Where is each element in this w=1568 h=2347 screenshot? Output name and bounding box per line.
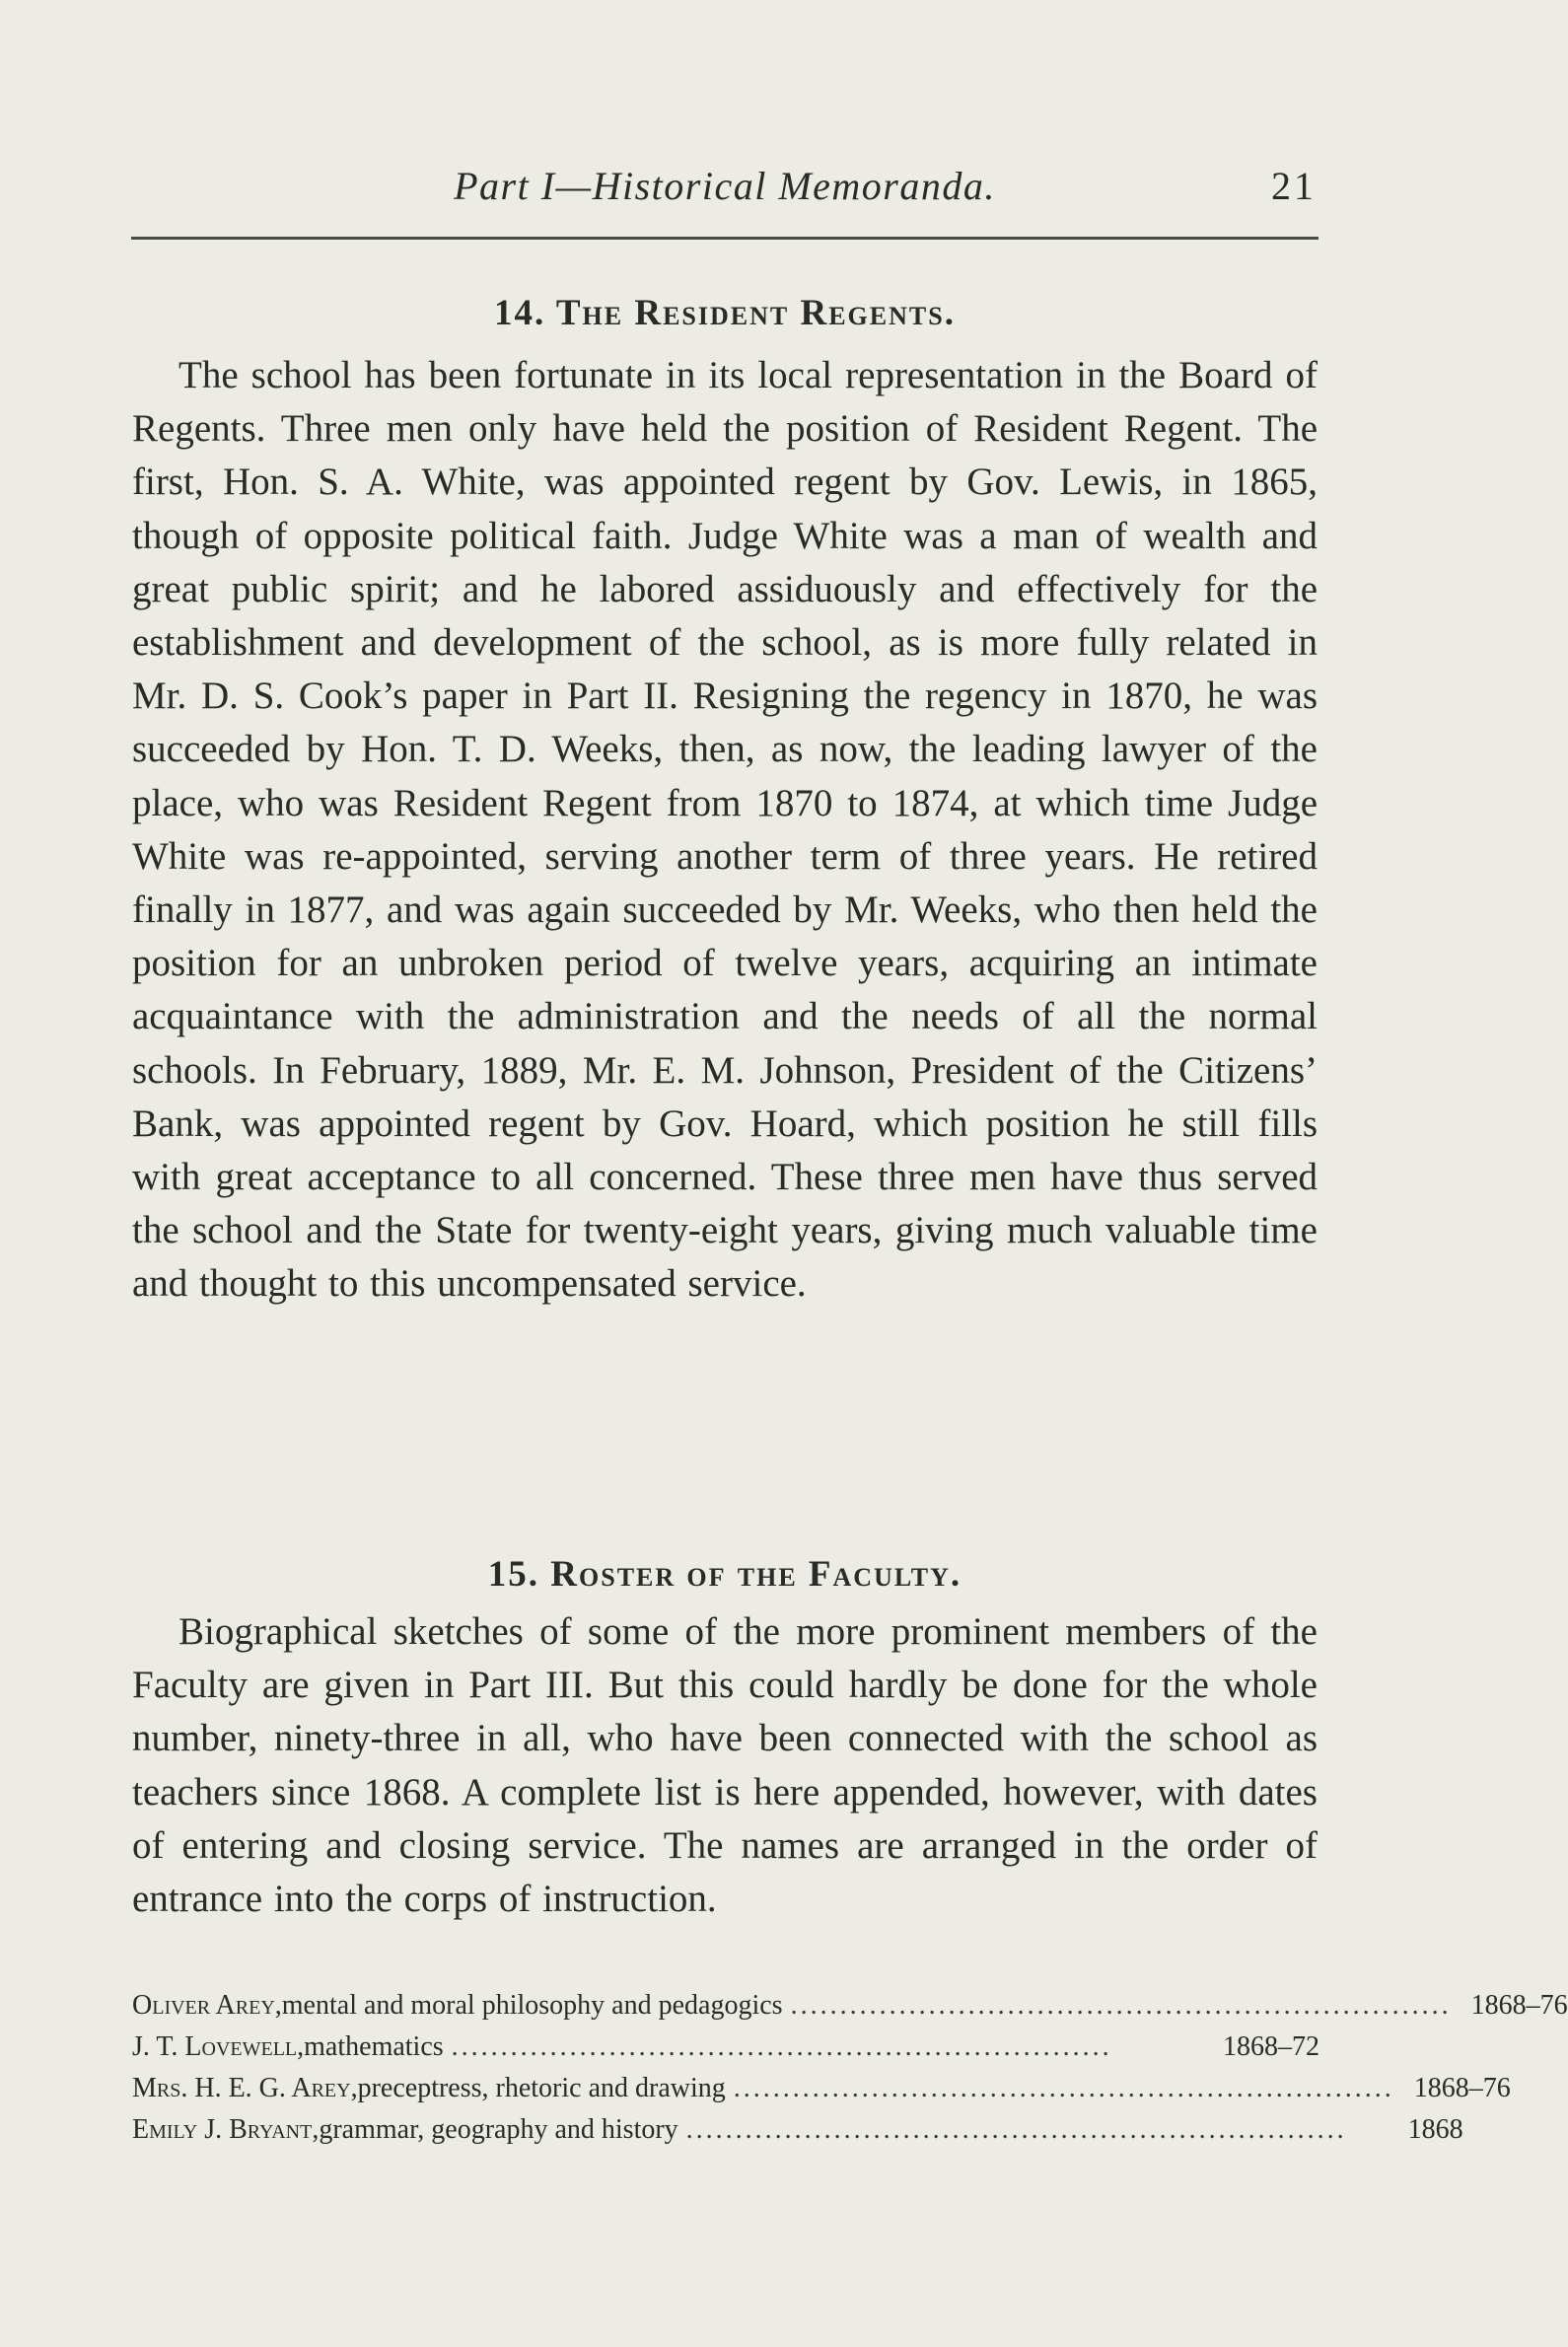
dot-leader: ................................................................... bbox=[685, 2114, 1347, 2145]
service-dates: 1868–76 bbox=[1470, 1990, 1568, 2021]
page-number: 21 bbox=[1271, 164, 1317, 208]
section-heading: 14. The Resident Regents. bbox=[494, 293, 956, 333]
faculty-name: J. T. Lovewell, bbox=[132, 2031, 305, 2062]
section-heading: 15. Roster of the Faculty. bbox=[487, 1554, 962, 1595]
dot-leader: ................................................................... bbox=[451, 2031, 1112, 2062]
dot-leader: ................................................................... bbox=[733, 2073, 1394, 2103]
roster-entry bbox=[132, 1985, 1568, 2027]
roster-entry bbox=[132, 2109, 1463, 2151]
faculty-subject: preceptress, rhetoric and drawing bbox=[357, 2073, 726, 2103]
faculty-subject: mathematics bbox=[304, 2031, 444, 2062]
faculty-name: Emily J. Bryant, bbox=[132, 2114, 320, 2145]
section-faculty-roster bbox=[132, 1550, 1318, 1926]
running-title: Part I—Historical Memoranda. bbox=[454, 164, 996, 208]
service-dates: 1868 bbox=[1407, 2114, 1463, 2145]
roster-entry bbox=[132, 2068, 1511, 2109]
service-dates: 1868–76 bbox=[1413, 2073, 1511, 2103]
faculty-roster-list bbox=[132, 1985, 1568, 2151]
body-paragraph: Biographical sketches of some of the more prominent members of the Faculty are given in Part III. But this could hardly be done for the whole number, ninety-three in all, who have been connected with the school as teachers since 1868. A complete list is here appended, however, with dates of entering and closing service. The names are arranged in the order of entrance into the corps of instruction. bbox=[132, 1610, 1318, 1921]
dot-leader: ................................................................... bbox=[790, 1990, 1452, 2021]
running-head bbox=[133, 163, 1317, 222]
faculty-subject: mental and moral philosophy and pedagogics bbox=[281, 1990, 783, 2021]
faculty-subject: grammar, geography and history bbox=[319, 2114, 678, 2145]
service-dates: 1868–72 bbox=[1223, 2031, 1319, 2062]
faculty-name: Mrs. H. E. G. Arey, bbox=[132, 2073, 358, 2103]
section-resident-regents bbox=[132, 288, 1318, 1312]
header-rule bbox=[131, 237, 1319, 240]
roster-entry bbox=[132, 2027, 1319, 2068]
faculty-name: Oliver Arey, bbox=[132, 1990, 282, 2021]
body-paragraph: The school has been fortunate in its local representation in the Board of Regents. Three men only have held the position of Resident Regent. The first, Hon. S. A. White, was appointed regent by Gov. Lewis, in 1865, though of opposite political faith. Judge White was a man of wealth and great public spirit; and he labored assiduously and effectively for the establishment and development of the school, as is more fully related in Mr. D. S. Cook’s paper in Part II. Resigning the regency in 1870, he was succeeded by Hon. T. D. Weeks, then, as now, the leading lawyer of the place, who was Resident Regent from 1870 to 1874, at which time Judge White was re-appointed, serving another term of three years. He retired finally in 1877, and was again succeeded by Mr. Weeks, who then held the position for an unbroken period of twelve years, acquiring an intimate acquaintance with the administration and the needs of all the normal schools. In February, 1889, Mr. E. M. Johnson, President of the Citizens’ Bank, was appointed regent by Gov. Hoard, which position he still fills with great acceptance to all concerned. These three men have thus served the school and the State for twenty-eight years, giving much valuable time and thought to this uncompensated service. bbox=[132, 354, 1318, 1306]
